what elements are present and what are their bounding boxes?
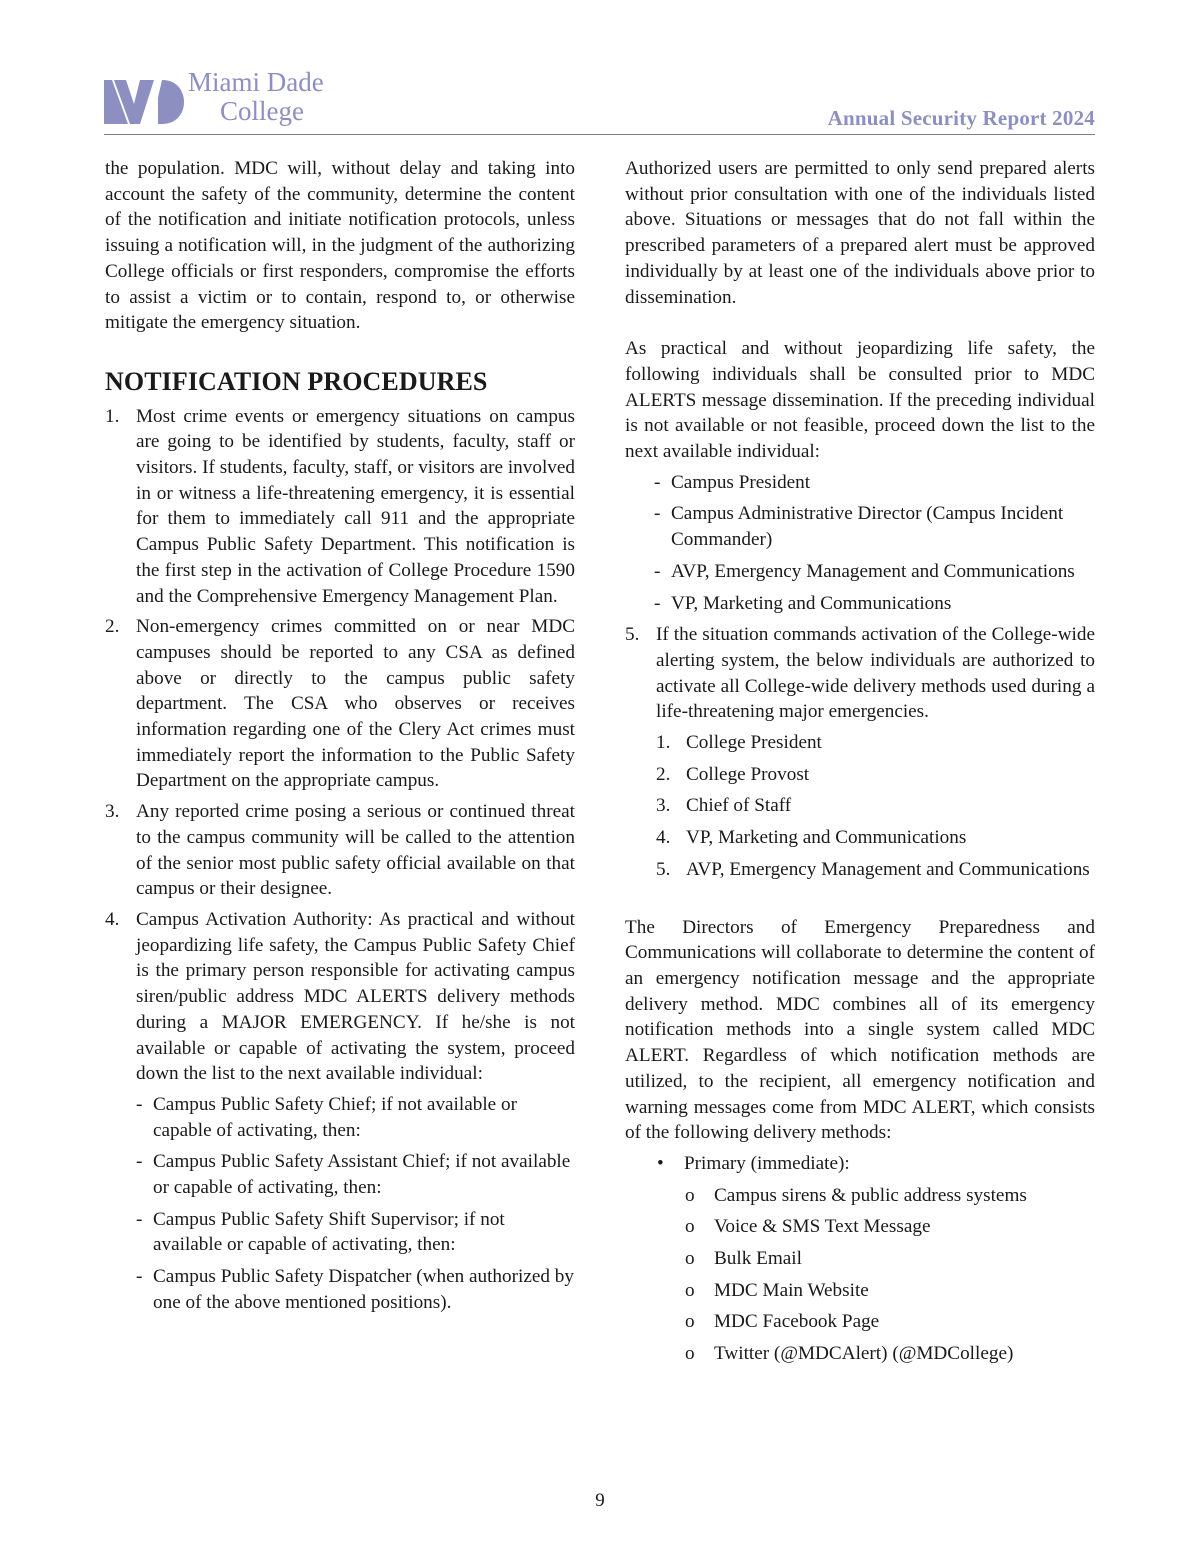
section-heading: NOTIFICATION PROCEDURES bbox=[105, 366, 488, 396]
consultation-paragraph: As practical and without jeopardizing life safety, the following individuals shall be consulted prior to MDC ALERTS message dissemination. If the preceding individual is not available or not feasible, proceed down the list to the next available individual: bbox=[625, 338, 1095, 463]
logo-line-2: College bbox=[220, 96, 304, 126]
list-item: o Bulk Email bbox=[685, 1248, 802, 1270]
procedure-item-1: 1. Most crime events or emergency situations on campus are going to be identified by students, faculty, staff or visitors. If students, faculty, staff, or visitors are involved in or witness a life-threatening emergency, it is essential for them to immediately call 911 and the appropriate Campus Public Safety Department. This notification is the first step in the activation of College Procedure 1590 and the Comprehensive Emergency Management Plan. bbox=[105, 405, 575, 607]
list-item: o Twitter (@MDCAlert) (@MDCollege) bbox=[685, 1343, 1014, 1365]
delivery-list bbox=[625, 1151, 1095, 1367]
mdc-logo-icon bbox=[104, 70, 184, 126]
list-item: 1. College President bbox=[656, 732, 822, 754]
procedure-item-3: 3. Any reported crime posing a serious or continued threat to the campus community will be called to the attention of the senior most public safety official available on that campus or their designee. bbox=[105, 801, 575, 900]
list-item: 3. Chief of Staff bbox=[656, 795, 792, 817]
delivery-methods bbox=[684, 1183, 1095, 1367]
procedure-list-continued bbox=[625, 622, 1095, 882]
procedure-item-2: 2. Non-emergency crimes committed on or near MDC campuses should be reported to any CSA as defined above or directly to the campus public safety department. The CSA who observes or receives information regarding one of the Clery Act crimes must immediately report the information to the Public Safety Department on the appropriate campus. bbox=[105, 616, 575, 792]
list-item: o MDC Facebook Page bbox=[685, 1311, 880, 1333]
list-item: - Campus Public Safety Dispatcher (when authorized by one of the above mentioned positions). bbox=[136, 1266, 574, 1313]
list-item: - VP, Marketing and Communications bbox=[654, 592, 952, 614]
list-item: - Campus Administrative Director (Campus Incident Commander) bbox=[654, 503, 1064, 551]
header-rule bbox=[104, 134, 1095, 135]
list-item: - Campus Public Safety Shift Supervisor; if not available or capable of activating, then: bbox=[136, 1208, 505, 1256]
list-item: • Primary (immediate): o Campus sirens & public address systems o Voice & SMS Text Message o Bulk Email o MDC Main Website o MDC Facebook Page o Twitter (@MDCAlert) (@MDCollege) bbox=[654, 1151, 1095, 1367]
page-header bbox=[104, 68, 1095, 136]
list-item: 5. AVP, Emergency Management and Communications bbox=[656, 858, 1090, 880]
logo-line-1: Miami Dade bbox=[188, 67, 324, 97]
page-number: 9 bbox=[595, 1490, 605, 1511]
list-item: o Voice & SMS Text Message bbox=[685, 1216, 931, 1238]
list-item: - Campus Public Safety Chief; if not available or capable of activating, then: bbox=[136, 1093, 517, 1141]
delivery-paragraph: The Directors of Emergency Preparedness and Communications will collaborate to determine the content of an emergency notification message and the appropriate delivery method. MDC combines all of its emergency notification methods into a single system called MDC ALERT. Regardless of which notification methods are utilized, to the recipient, all emergency notification and warning messages come from MDC ALERT, which consists of the following delivery methods: bbox=[625, 916, 1095, 1144]
activation-list bbox=[136, 1092, 575, 1316]
logo-wordmark bbox=[188, 68, 324, 126]
bullet-icon: • bbox=[657, 1152, 664, 1174]
consult-list bbox=[625, 470, 1095, 617]
list-item: - Campus President bbox=[654, 471, 811, 493]
left-column bbox=[105, 156, 575, 1322]
list-item: o MDC Main Website bbox=[685, 1279, 869, 1301]
report-title: Annual Security Report 2024 bbox=[827, 106, 1095, 130]
intro-paragraph: the population. MDC will, without delay and taking into account the safety of the community, determine the content of the notification and initiate notification protocols, unless issuing a notification will, in the judgment of the authorizing College officials or first responders, compromise the efforts to assist a victim or to contain, respond to, or otherwise mitigate the emergency situation. bbox=[105, 158, 575, 334]
list-item: - AVP, Emergency Management and Communications bbox=[654, 560, 1075, 582]
list-item: - Campus Public Safety Assistant Chief; if not available or capable of activating, then: bbox=[136, 1151, 571, 1199]
authorized-users-paragraph: Authorized users are permitted to only send prepared alerts without prior consultation with one of the individuals listed above. Situations or messages that do not fall within the prescribed parameters of a prepared alert must be approved individually by at least one of the individuals above prior to dissemination. bbox=[625, 158, 1095, 308]
right-column bbox=[625, 156, 1095, 1373]
authorized-list bbox=[656, 730, 1095, 883]
procedure-list bbox=[105, 404, 575, 1316]
procedure-item-4: 4. Campus Activation Authority: As practical and without jeopardizing life safety, the Campus Public Safety Chief is the primary person responsible for activating campus siren/public address MDC ALERTS delivery methods during a MAJOR EMERGENCY. If he/she is not available or capable of activating the system, proceed down the list to the next available individual: - Campus Public Safety Chief; if not available or capable of activating, then: - Campus Public Safety Assistant Chief; if not available or capable of activating, then: - Campus Public Safety Shift Supervisor; if not available or capable of activating, then: - Campus Public Safety Dispatcher (when authorized by one of the above mentioned positions). bbox=[105, 907, 575, 1316]
list-item: 2. College Provost bbox=[656, 763, 810, 785]
list-item: 4. VP, Marketing and Communications bbox=[656, 827, 967, 849]
list-item: o Campus sirens & public address systems bbox=[685, 1184, 1027, 1206]
procedure-item-5: 5. If the situation commands activation of the College-wide alerting system, the below individuals are authorized to activate all College-wide delivery methods used during a life-threatening major emergencies. 1. College President 2. College Provost 3. Chief of Staff 4. VP, Marketing and Communications 5. AVP, Emergency Management and Communications bbox=[625, 622, 1095, 882]
